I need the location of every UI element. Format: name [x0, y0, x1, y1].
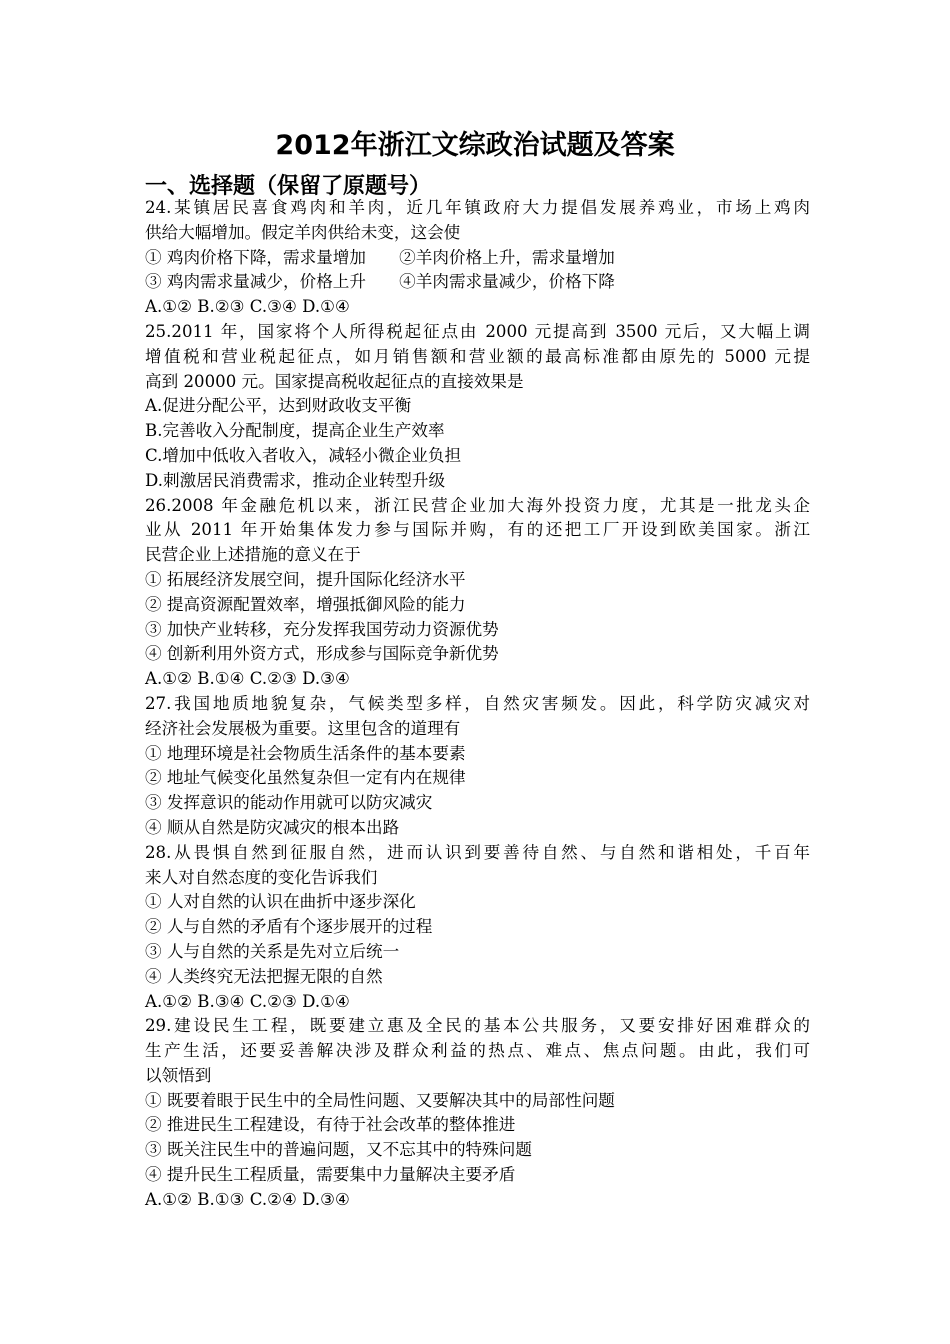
text-line: D.刺激居民消费需求，推动企业转型升级 — [145, 470, 446, 490]
text-line: A.①② B.③④ C.②③ D.①④ — [145, 991, 350, 1011]
text-line: ③ 人与自然的关系是先对立后统一 — [145, 941, 400, 961]
text-line: ③ 鸡肉需求量减少，价格上升 ④羊肉需求量减少，价格下降 — [145, 272, 615, 292]
text-line: 高到 20000 元。国家提高税收起征点的直接效果是 — [145, 371, 524, 391]
text-line: 28.从畏惧自然到征服自然，进而认识到要善待自然、与自然和谐相处，千百年 — [145, 842, 810, 862]
text-line: 供给大幅增加。假定羊肉供给未变，这会使 — [145, 222, 461, 242]
text-line: C.增加中低收入者收入，减轻小微企业负担 — [145, 445, 462, 465]
text-line: ② 推进民生工程建设，有待于社会改革的整体推进 — [145, 1115, 516, 1135]
text-line: A.①② B.①③ C.②④ D.③④ — [145, 1189, 350, 1209]
text-line: ② 提高资源配置效率，增强抵御风险的能力 — [145, 594, 466, 614]
text-line: 26.2008 年金融危机以来，浙江民营企业加大海外投资力度，尤其是一批龙头企 — [145, 495, 810, 515]
text-line: ② 地址气候变化虽然复杂但一定有内在规律 — [145, 768, 466, 788]
text-line: ① 既要着眼于民生中的全局性问题、又要解决其中的局部性问题 — [145, 1090, 615, 1110]
text-line: 业从 2011 年开始集体发力参与国际并购，有的还把工厂开设到欧美国家。浙江 — [145, 520, 810, 540]
text-line: B.完善收入分配制度，提高企业生产效率 — [145, 421, 445, 441]
text-line: ③ 加快产业转移，充分发挥我国劳动力资源优势 — [145, 619, 499, 639]
text-line: A.①② B.①④ C.②③ D.③④ — [145, 669, 350, 689]
text-line: 民营企业上述措施的意义在于 — [145, 545, 361, 565]
text-line: 25.2011 年，国家将个人所得税起征点由 2000 元提高到 3500 元后，又大幅上调 — [145, 321, 810, 341]
text-line: ④ 顺从自然是防灾减灾的根本出路 — [145, 817, 400, 837]
text-line: ④ 人类终究无法把握无限的自然 — [145, 966, 383, 986]
text-line: 29.建设民生工程，既要建立惠及全民的基本公共服务，又要安排好困难群众的 — [145, 1016, 810, 1036]
text-line: ④ 提升民生工程质量，需要集中力量解决主要矛盾 — [145, 1165, 516, 1185]
text-line: ③ 发挥意识的能动作用就可以防灾减灾 — [145, 793, 433, 813]
text-line: 以领悟到 — [145, 1065, 212, 1085]
text-line: ② 人与自然的矛盾有个逐步展开的过程 — [145, 917, 433, 937]
text-line: 24.某镇居民喜食鸡肉和羊肉，近几年镇政府大力提倡发展养鸡业，市场上鸡肉 — [145, 198, 810, 217]
page-title: 2012年浙江文综政治试题及答案 — [275, 130, 675, 161]
text-line: 增值税和营业税起征点，如月销售额和营业额的最高标准都由原先的 5000 元提 — [145, 346, 810, 366]
text-line: ③ 既关注民生中的普遍问题，又不忘其中的特殊问题 — [145, 1140, 532, 1160]
text-line: ① 地理环境是社会物质生活条件的基本要素 — [145, 743, 466, 763]
text-line: 来人对自然态度的变化告诉我们 — [145, 867, 378, 887]
text-line: 经济社会发展极为重要。这里包含的道理有 — [145, 718, 461, 738]
text-line: 27.我国地质地貌复杂，气候类型多样，自然灾害频发。因此，科学防灾减灾对 — [145, 693, 810, 713]
text-line: A.①② B.②③ C.③④ D.①④ — [145, 297, 350, 317]
text-line: ④ 创新利用外资方式，形成参与国际竞争新优势 — [145, 644, 499, 664]
text-line: ① 拓展经济发展空间，提升国际化经济水平 — [145, 569, 466, 589]
text-line: ① 人对自然的认识在曲折中逐步深化 — [145, 892, 416, 912]
text-line: ① 鸡肉价格下降，需求量增加 ②羊肉价格上升，需求量增加 — [145, 247, 615, 267]
section-heading: 一、选择题（保留了原题号） — [145, 174, 432, 199]
document-body — [145, 196, 810, 1213]
text-line: A.促进分配公平，达到财政收支平衡 — [145, 396, 412, 416]
text-line: 生产生活，还要妥善解决涉及群众利益的热点、难点、焦点问题。由此，我们可 — [145, 1041, 810, 1061]
